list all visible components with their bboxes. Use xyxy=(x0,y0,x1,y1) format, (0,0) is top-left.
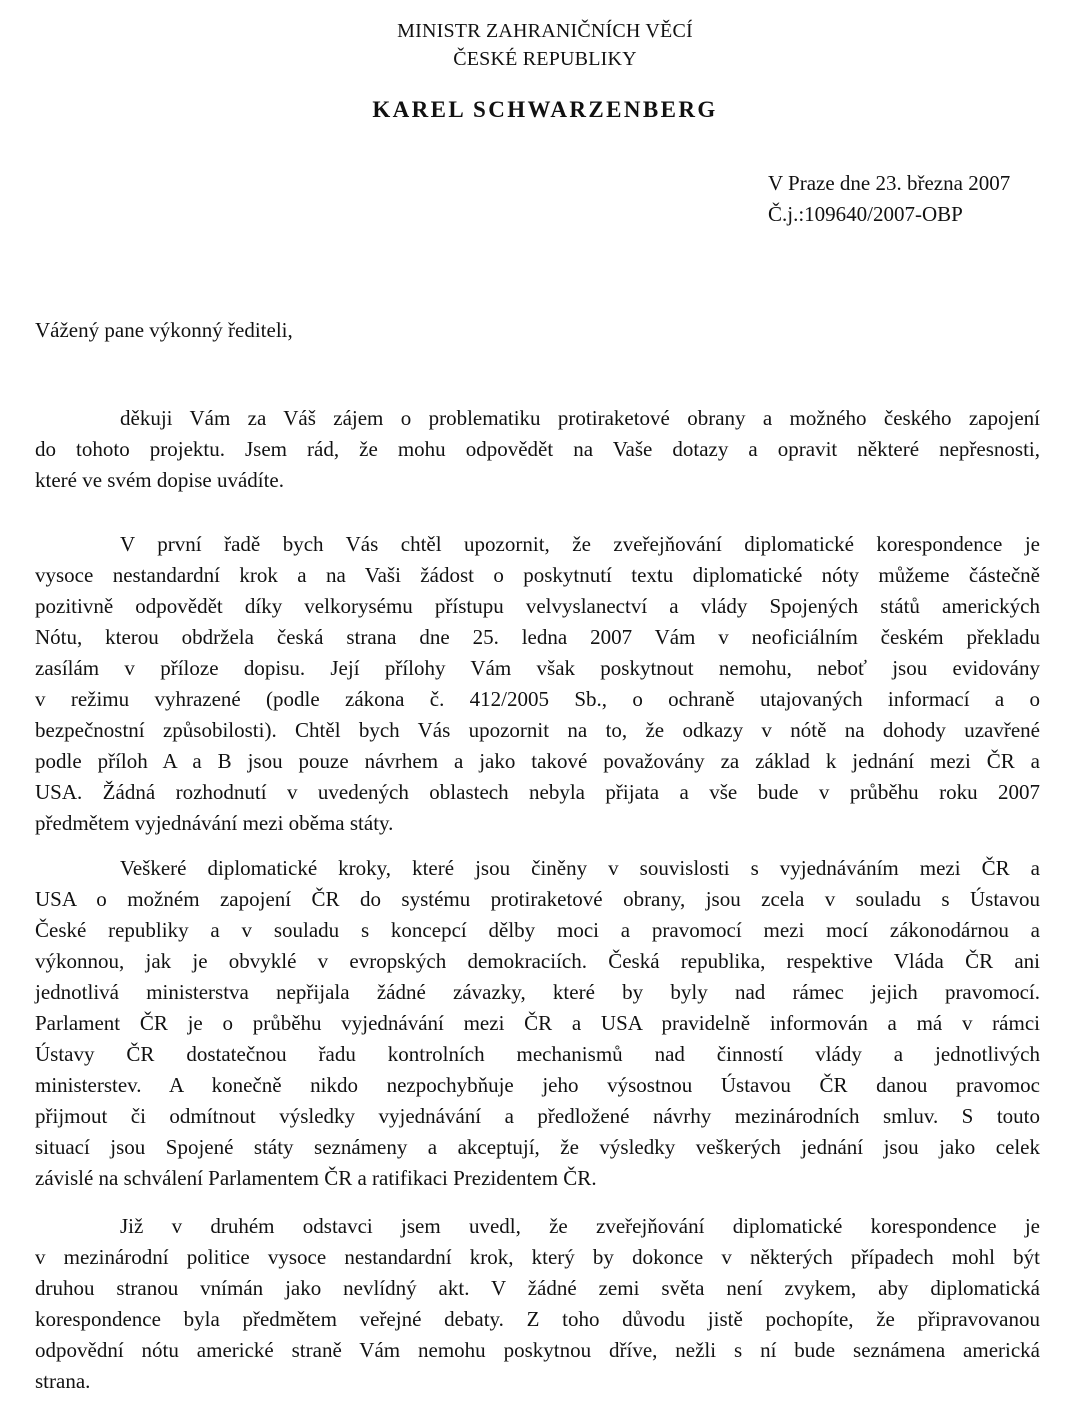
paragraph-line: předmětem vyjednávání mezi oběma státy. xyxy=(35,811,394,835)
paragraph-line: odpovědní nótu americké straně Vám nemohu poskytnou dříve, nežli s ní bude seznámena americká xyxy=(35,1338,1040,1362)
paragraph-line: USA. Žádná rozhodnutí v uvedených oblastech nebyla přijata a vše bude v průběhu roku 2007 xyxy=(35,780,1040,804)
paragraph-line: Již v druhém odstavci jsem uvedl, že zveřejňování diplomatické korespondence je xyxy=(120,1214,1040,1238)
paragraph-line: České republiky a v souladu s koncepcí dělby moci a pravomocí mezi mocí zákonodárnou a xyxy=(35,918,1040,942)
paragraph-line: jednotlivá ministerstva nepřijala žádné závazky, které by byly nad rámec jejich pravomocí. xyxy=(35,980,1040,1004)
paragraph-line: Parlament ČR je o průběhu vyjednávání mezi ČR a USA pravidelně informován a má v rámci xyxy=(35,1011,1040,1035)
letterhead-minister-name: KAREL SCHWARZENBERG xyxy=(372,97,718,122)
paragraph-3 xyxy=(35,853,1040,1194)
paragraph-4 xyxy=(35,1211,1040,1397)
letterhead-office-line2: ČESKÉ REPUBLIKY xyxy=(453,48,637,70)
paragraph-line: pozitivně odpovědět díky velkorysému přístupu velvyslanectví a vlády Spojených států amerických xyxy=(35,594,1040,618)
paragraph-line: Nótu, kterou obdržela česká strana dne 25. ledna 2007 Vám v neoficiálním českém překladu xyxy=(35,625,1040,649)
paragraph-line: zasílám v příloze dopisu. Její přílohy Vám však poskytnout nemohu, neboť jsou evidovány xyxy=(35,656,1040,680)
paragraph-line: závislé na schválení Parlamentem ČR a ratifikaci Prezidentem ČR. xyxy=(35,1166,597,1190)
paragraph-line: bezpečnostní způsobilosti). Chtěl bych Vás upozornit na to, že odkazy v nótě na dohody uzavřené xyxy=(35,718,1040,742)
letterhead-office-line1: MINISTR ZAHRANIČNÍCH VĚCÍ xyxy=(397,20,693,42)
paragraph-line: přijmout či odmítnout výsledky vyjednávání a předložené návrhy mezinárodních smluv. S touto xyxy=(35,1104,1040,1128)
paragraph-line: vysoce nestandardní krok a na Vaši žádost o poskytnutí textu diplomatické nóty můžeme částečně xyxy=(35,563,1040,587)
paragraph-line: druhou stranou vnímán jako nevlídný akt. V žádné zemi světa není zvykem, aby diplomatická xyxy=(35,1276,1040,1300)
paragraph-line: situací jsou Spojené státy seznámeny a akceptují, že výsledky veškerých jednání jsou jako celek xyxy=(35,1135,1040,1159)
salutation: Vážený pane výkonný řediteli, xyxy=(35,318,293,342)
paragraph-line: které ve svém dopise uvádíte. xyxy=(35,468,285,492)
paragraph-line: Ústavy ČR dostatečnou řadu kontrolních mechanismů nad činností vlády a jednotlivých xyxy=(35,1042,1040,1066)
paragraph-line: v mezinárodní politice vysoce nestandardní krok, který by dokonce v některých případech mohl být xyxy=(35,1245,1040,1269)
place-and-date: V Praze dne 23. března 2007 xyxy=(768,171,1011,195)
paragraph-2 xyxy=(35,529,1040,839)
paragraph-1 xyxy=(35,403,1040,496)
paragraph-line: Veškeré diplomatické kroky, které jsou činěny v souvislosti s vyjednáváním mezi ČR a xyxy=(120,856,1040,880)
paragraph-line: do tohoto projektu. Jsem rád, že mohu odpovědět na Vaše dotazy a opravit některé nepřesnosti, xyxy=(35,437,1040,461)
paragraph-line: podle příloh A a B jsou pouze návrhem a jako takové považovány za základ k jednání mezi ČR a xyxy=(35,749,1040,773)
paragraph-line: USA o možném zapojení ČR do systému protiraketové obrany, jsou zcela v souladu s Ústavou xyxy=(35,887,1040,911)
paragraph-line: děkuji Vám za Váš zájem o problematiku protiraketové obrany a možného českého zapojení xyxy=(120,406,1040,430)
paragraph-line: v režimu vyhrazené (podle zákona č. 412/2005 Sb., o ochraně utajovaných informací a o xyxy=(35,687,1040,711)
paragraph-line: výkonnou, jak je obvyklé v evropských demokraciích. Česká republika, respektive Vláda ČR ani xyxy=(35,949,1040,973)
reference-number: Č.j.:109640/2007-OBP xyxy=(768,202,963,226)
paragraph-line: strana. xyxy=(35,1369,91,1393)
paragraph-line: korespondence byla předmětem veřejné debaty. Z toho důvodu jistě pochopíte, že připravovanou xyxy=(35,1307,1040,1331)
paragraph-line: V první řadě bych Vás chtěl upozornit, že zveřejňování diplomatické korespondence je xyxy=(120,532,1040,556)
paragraph-line: ministerstev. A konečně nikdo nezpochybňuje jeho výsostnou Ústavou ČR danou pravomoc xyxy=(35,1073,1040,1097)
